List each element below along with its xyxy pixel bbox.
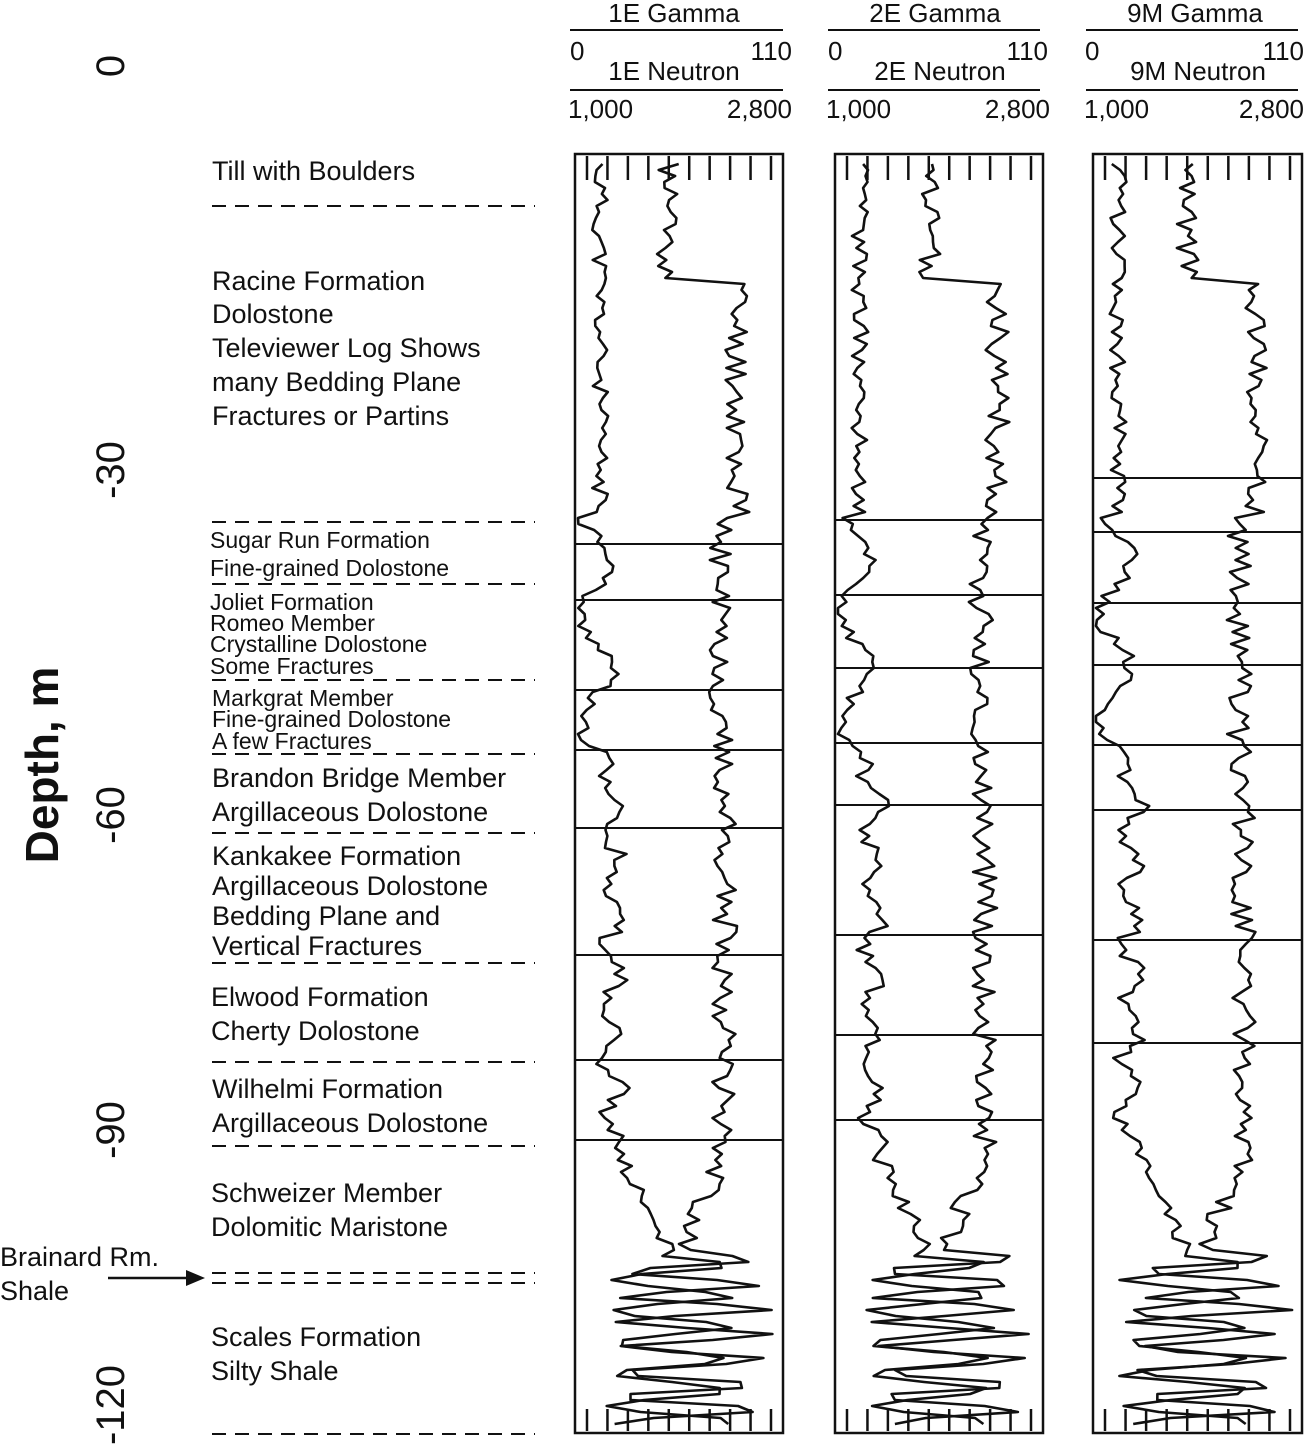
depth-axis-title: Depth, m (16, 666, 68, 864)
neutron-min-1E: 1,000 (568, 94, 634, 124)
neutron-max-9M: 2,800 (1238, 94, 1304, 124)
neutron-label-2E: 2E Neutron (874, 56, 1006, 86)
formation-kankakee: Kankakee Formation Argillaceous Dolostone Bedding Plane and Vertical Fractures (212, 841, 489, 961)
log-curves-2E (835, 156, 1043, 1431)
gamma-label-1E: 1E Gamma (608, 0, 740, 28)
depth-axis-labels (89, 55, 133, 1445)
gamma-curve (838, 164, 994, 1424)
neutron-min-2E: 1,000 (826, 94, 892, 124)
gamma-min-1E: 0 (570, 36, 585, 66)
log-curves-9M (1093, 156, 1302, 1431)
neutron-min-9M: 1,000 (1084, 94, 1150, 124)
formation-wilhelmi: Wilhelmi Formation Argillaceous Dolostone (212, 1074, 489, 1138)
track-header-9M (1084, 0, 1304, 124)
depth-label-minus-30: -30 (89, 441, 133, 499)
formation-till: Till with Boulders (212, 156, 416, 186)
gamma-label-2E: 2E Gamma (869, 0, 1001, 28)
depth-label-minus-120: -120 (89, 1364, 133, 1446)
neutron-curve (1126, 164, 1292, 1424)
gamma-max-1E: 110 (750, 36, 792, 66)
track-frame (575, 154, 783, 1433)
gamma-max-9M: 110 (1262, 36, 1304, 66)
gamma-curve (578, 164, 732, 1424)
depth-label-0: 0 (89, 54, 133, 78)
callout-label: Brainard Rm. Shale (0, 1242, 160, 1306)
arrow-head-icon (186, 1270, 205, 1286)
log-track-1E (575, 154, 783, 1433)
depth-label-minus-60: -60 (89, 786, 133, 844)
gamma-min-2E: 0 (828, 36, 843, 66)
formation-elwood: Elwood Formation Cherty Dolostone (211, 982, 429, 1046)
gamma-min-9M: 0 (1085, 36, 1100, 66)
gamma-curve (1096, 164, 1246, 1424)
brainard-callout (0, 1242, 205, 1306)
log-curves-1E (575, 156, 783, 1431)
formation-schweizer: Schweizer Member Dolomitic Maristone (211, 1178, 449, 1242)
neutron-label-9M: 9M Neutron (1130, 56, 1266, 86)
track-frame (1093, 154, 1302, 1433)
neutron-curve (615, 164, 773, 1424)
log-track-9M (1093, 154, 1302, 1433)
formation-racine: Racine Formation Dolostone Televiewer Log Shows many Bedding Plane Fractures or Partins (212, 266, 481, 431)
formation-romeo: Joliet Formation Romeo Member Crystalline Dolostone Some Fractures (210, 589, 428, 679)
formation-markgrat: Markgrat Member Fine-grained Dolostone A few Fractures (212, 685, 452, 754)
neutron-label-1E: 1E Neutron (608, 56, 740, 86)
track-header-1E (568, 0, 792, 124)
formation-scales: Scales Formation Silty Shale (211, 1322, 422, 1386)
depth-label-minus-90: -90 (89, 1101, 133, 1159)
neutron-max-2E: 2,800 (984, 94, 1050, 124)
neutron-max-1E: 2,800 (726, 94, 792, 124)
track-header-2E (826, 0, 1050, 124)
neutron-curve (872, 164, 1029, 1424)
log-track-2E (835, 154, 1043, 1433)
formation-labels (210, 156, 514, 1386)
gamma-max-2E: 110 (1006, 36, 1048, 66)
formation-brandon-bridge: Brandon Bridge Member Argillaceous Dolostone (212, 763, 507, 827)
gamma-label-9M: 9M Gamma (1127, 0, 1263, 28)
formation-sugar-run: Sugar Run Formation Fine-grained Dolostone (210, 527, 450, 581)
